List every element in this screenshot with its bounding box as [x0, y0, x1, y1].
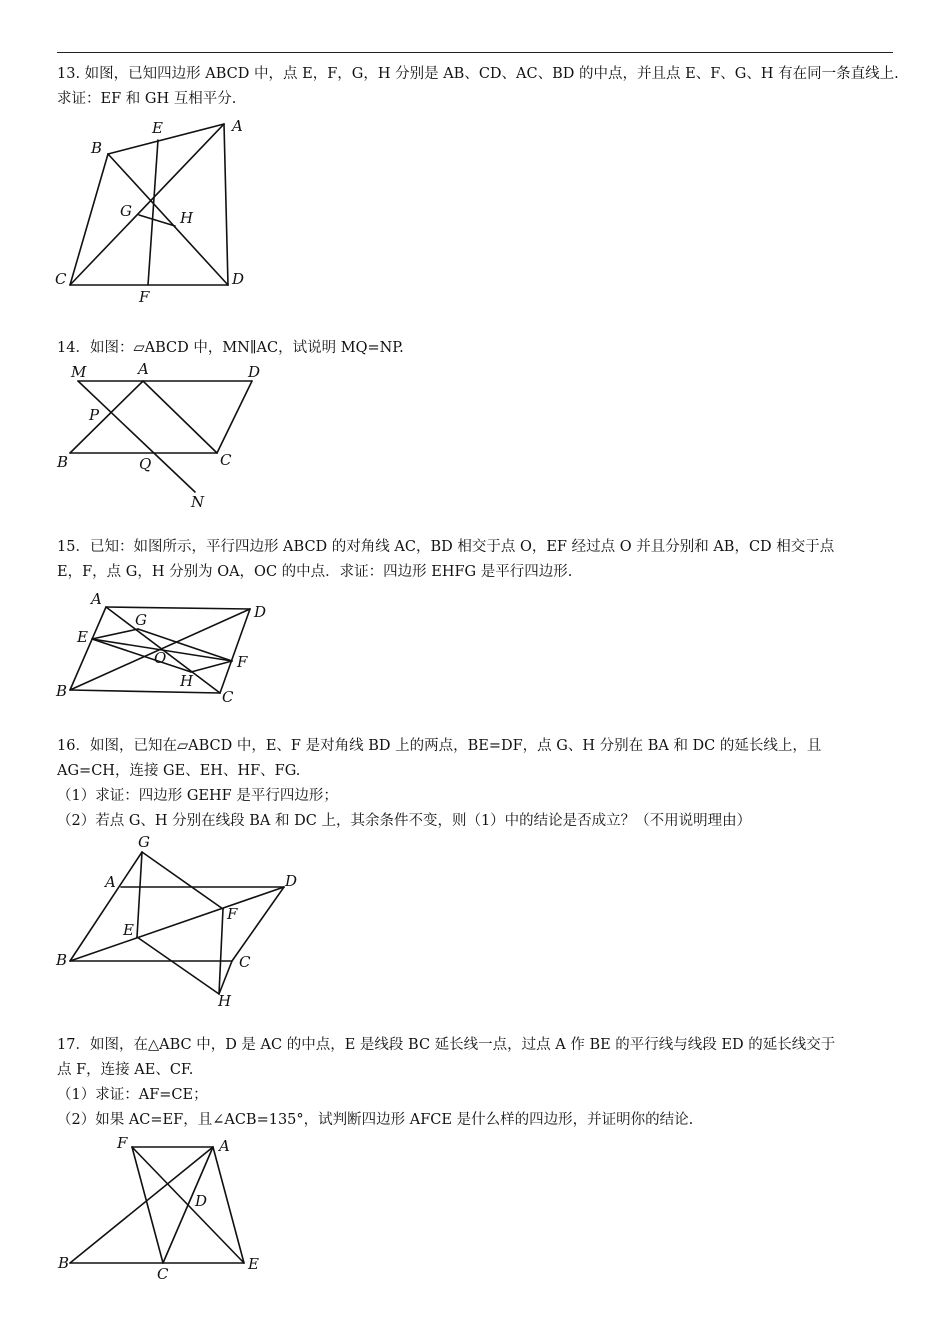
label-B: B: [56, 951, 68, 969]
label-D: D: [195, 1192, 208, 1210]
problem-text-line: 15．已知：如图所示，平行四边形 ABCD 的对角线 AC，BD 相交于点 O，EF 经过点 O 并且分别和 AB，CD 相交于点: [57, 539, 835, 555]
label-Q: Q: [139, 455, 152, 473]
label-H: H: [218, 992, 232, 1010]
label-C: C: [239, 953, 251, 971]
problem-text-line: （2）若点 G、H 分别在线段 BA 和 DC 上，其余条件不变，则（1）中的结论是否成立？（不用说明理由）: [57, 813, 752, 829]
segment-FE: [132, 1147, 244, 1263]
label-G: G: [120, 202, 132, 220]
label-E: E: [152, 119, 163, 137]
label-C: C: [55, 270, 67, 288]
segment-FC: [132, 1147, 163, 1263]
label-C: C: [220, 451, 232, 469]
problem-text-line: （1）求证：四边形 GEHF 是平行四边形；: [57, 788, 338, 804]
label-B: B: [57, 453, 69, 471]
label-A: A: [91, 590, 102, 608]
problem-text-line: AG=CH，连接 GE、EH、HF、FG.: [57, 763, 301, 779]
label-B: B: [56, 682, 68, 700]
label-H: H: [180, 672, 194, 690]
label-N: N: [191, 493, 205, 511]
problem-text-line: E，F，点 G，H 分别为 OA，OC 的中点．求证：四边形 EHFG 是平行四边形.: [57, 564, 573, 580]
label-P: P: [89, 406, 100, 424]
problem-text-line: 14．如图：▱ABCD 中，MN∥AC，试说明 MQ=NP.: [57, 340, 404, 356]
label-A: A: [138, 360, 149, 378]
label-D: D: [248, 363, 261, 381]
label-A: A: [232, 117, 243, 135]
label-C: C: [222, 688, 234, 706]
label-G: G: [135, 611, 147, 629]
label-D: D: [254, 603, 267, 621]
problem-text-line: （1）求证：AF=CE；: [57, 1087, 208, 1103]
label-B: B: [91, 139, 103, 157]
problem-text-line: 17．如图，在△ABC 中，D 是 AC 的中点，E 是线段 BC 延长线一点，过点 A 作 BE 的平行线与线段 ED 的延长线交于: [57, 1037, 836, 1053]
problem-text-line: 求证：EF 和 GH 互相平分.: [57, 91, 237, 107]
label-F: F: [117, 1134, 128, 1152]
label-F: F: [139, 288, 150, 306]
label-D: D: [285, 872, 298, 890]
label-E: E: [77, 628, 88, 646]
problem-text-line: 16．如图，已知在▱ABCD 中，E、F 是对角线 BD 上的两点，BE=DF，点 G、H 分别在 BA 和 DC 的延长线上，且: [57, 738, 822, 754]
label-E: E: [248, 1255, 259, 1273]
label-A: A: [219, 1137, 230, 1155]
label-H: H: [180, 209, 194, 227]
label-F: F: [237, 653, 248, 671]
segment-BA: [70, 1147, 213, 1263]
label-A: A: [105, 873, 116, 891]
label-G: G: [138, 833, 150, 851]
problem-text-line: （2）如果 AC=EF，且∠ACB=135°，试判断四边形 AFCE 是什么样的四边形，并证明你的结论.: [57, 1112, 694, 1128]
label-M: M: [71, 363, 87, 381]
label-E: E: [123, 921, 134, 939]
label-B: B: [58, 1254, 70, 1272]
label-C: C: [157, 1265, 169, 1283]
label-F: F: [227, 905, 238, 923]
segment-AE: [213, 1147, 244, 1263]
label-O: O: [154, 649, 167, 667]
label-D: D: [232, 270, 245, 288]
problem-text-line: 点 F，连接 AE、CF.: [57, 1062, 194, 1078]
problem-text-line: 13. 如图，已知四边形 ABCD 中，点 E，F，G，H 分别是 AB、CD、AC、BD 的中点，并且点 E、F、G、H 有在同一条直线上.: [57, 66, 899, 82]
